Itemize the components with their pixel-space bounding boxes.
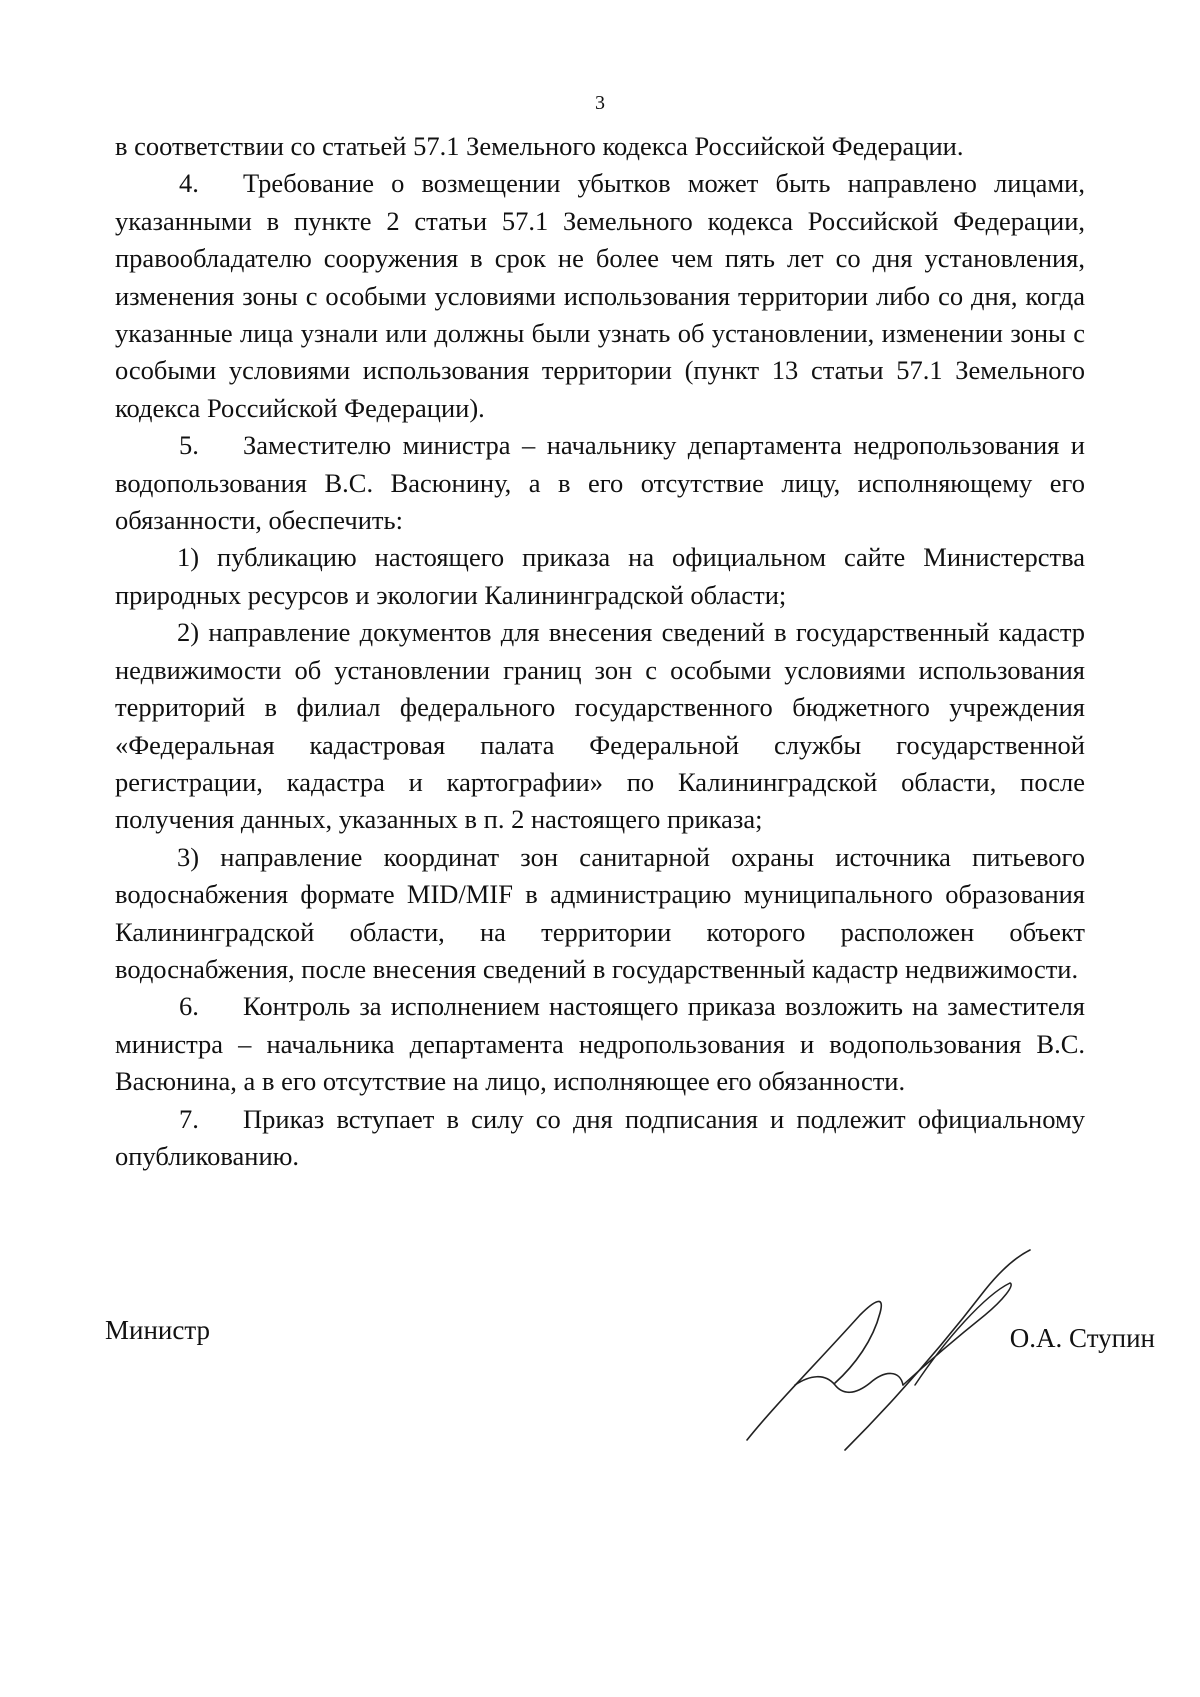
paragraph-5-text: Заместителю министра – начальнику департамента недропользования и водопользования В.С. Васюнину, а в его отсутствие лицу, исполняющему его обязанности, обеспечить: [115,430,1085,536]
paragraph-4 [115,165,1085,427]
subitem-1: 1) публикацию настоящего приказа на официальном сайте Министерства природных ресурсов и экологии Калининградской области; [115,542,1085,610]
page-number: 3 [595,92,605,114]
paragraph-6 [115,988,1085,1100]
paragraph-7-number: 7. [179,1103,199,1134]
paragraph-5-number: 5. [179,430,199,461]
paragraph-4-number: 4. [179,168,199,199]
signature-block [105,1315,1155,1475]
paragraph-7 [115,1101,1085,1176]
handwritten-signature [685,1245,1045,1460]
subitem-3: 3) направление координат зон санитарной охраны источника питьевого водоснабжения формате MID/MIF в администрацию муниципального образования Калининградской области, на территории которого расположен объект водоснабжения, после внесения сведений в государственный кадастр недвижимости. [115,841,1085,984]
subitem-2: 2) направление документов для внесения сведений в государственный кадастр недвижимости об установлении границ зон с особыми условиями использования территорий в филиал федерального государственного бюджетного учреждения «Федеральная кадастровая палата Федеральной службы государственной регистрации, кадастра и картографии» по Калининградской области, после получения данных, указанных в п. 2 настоящего приказа; [115,617,1085,835]
paragraph-4-text: Требование о возмещении убытков может быть направлено лицами, указанными в пункте 2 статьи 57.1 Земельного кодекса Российской Федерации, правообладателю сооружения в срок не более чем пять лет со дня установления, изменения зоны с особыми условиями использования территории либо со дня, когда указанные лица узнали или должны были узнать об установлении, изменении зоны с особыми условиями использования территории (пункт 13 статьи 57.1 Земельного кодекса Российской Федерации). [115,168,1085,423]
continuation-line: в соответствии со статьей 57.1 Земельного кодекса Российской Федерации. [115,131,964,161]
paragraph-5 [115,427,1085,539]
paragraph-6-text: Контроль за исполнением настоящего приказа возложить на заместителя министра – начальника департамента недропользования и водопользования В.С. Васюнина, а в его отсутствие на лицо, исполняющее его обязанности. [115,991,1085,1097]
paragraph-7-text: Приказ вступает в силу со дня подписания и подлежит официальному опубликованию. [115,1103,1085,1171]
document-body [115,128,1085,1175]
signatory-title: Министр [105,1315,210,1345]
paragraph-6-number: 6. [179,991,199,1022]
signatory-name: О.А. Ступин [1009,1323,1155,1353]
